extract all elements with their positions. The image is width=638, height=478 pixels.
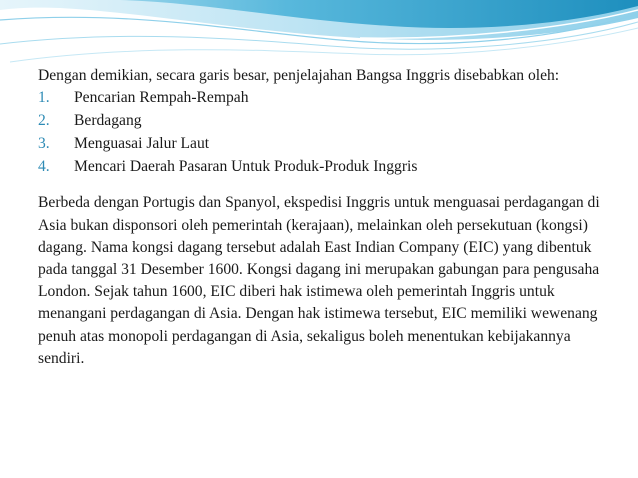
list-item	[38, 134, 603, 154]
list-item-text: Pencarian Rempah-Rempah	[74, 88, 249, 106]
list-number: 1.	[38, 88, 50, 106]
list-item-text: Mencari Daerah Pasaran Untuk Produk-Produk Inggris	[74, 157, 418, 175]
slide-content	[38, 66, 603, 370]
list-number: 4.	[38, 157, 50, 175]
list-item	[38, 111, 603, 131]
list-item-text: Menguasai Jalur Laut	[74, 134, 210, 152]
reason-list	[38, 88, 603, 177]
list-item	[38, 157, 603, 177]
list-item	[38, 88, 603, 108]
list-number: 3.	[38, 134, 50, 152]
list-item-text: Berdagang	[74, 111, 142, 129]
body-paragraph: Berbeda dengan Portugis dan Spanyol, ekspedisi Inggris untuk menguasai perdagangan di Asia bukan disponsori oleh pemerintah (kerajaan), melainkan oleh persekutuan (kongsi) dagang. Nama kongsi dagang tersebut adalah East Indian Company (EIC) yang dibentuk pada tanggal 31 Desember 1600. Kongsi dagang ini merupakan gabungan para pengusaha London. Sejak tahun 1600, EIC diberi hak istimewa oleh pemerintah Inggris untuk menangani perdagangan di Asia. Dengan hak istimewa tersebut, EIC memiliki wewenang penuh atas monopoli perdagangan di Asia, sekaligus boleh menentukan kebijakannya sendiri.	[38, 194, 600, 367]
intro-text: Dengan demikian, secara garis besar, penjelajahan Bangsa Inggris disebabkan oleh:	[38, 67, 560, 84]
list-number: 2.	[38, 111, 50, 129]
